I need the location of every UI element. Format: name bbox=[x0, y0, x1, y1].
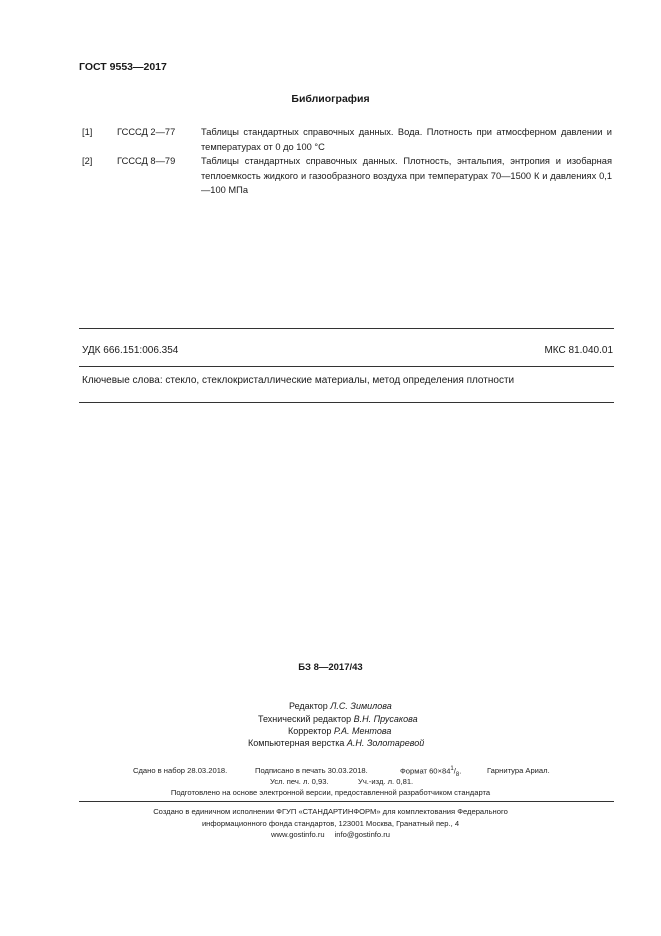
divider-publisher bbox=[79, 801, 614, 802]
publisher-line: информационного фонда стандартов, 123001 Москва, Гранатный пер., 4 bbox=[201, 818, 460, 828]
staff-name: Р.А. Ментова bbox=[333, 726, 392, 736]
bibliography-title: Библиография bbox=[291, 93, 370, 105]
bibliography-item-code: ГСССД 2—77 bbox=[117, 127, 176, 137]
imprint-publ-sheets: Уч.-изд. л. 0,81. bbox=[358, 777, 414, 786]
publisher-line: Создано в единичном исполнении ФГУП «СТАНДАРТИНФОРМ» для комплектования Федерального bbox=[153, 807, 508, 816]
staff-name: Л.С. Зимилова bbox=[330, 701, 392, 711]
keywords: Ключевые слова: стекло, стеклокристаллические материалы, метод определения плотности bbox=[82, 375, 515, 386]
divider-top bbox=[79, 328, 614, 329]
bibliography-item-text: Таблицы стандартных справочных данных. Плотность, энтальпия, энтропия и изобарная теплоемкость жидкого и газообразного воздуха при температурах 70—1500 К и давлениях 0,1—100 МПа bbox=[201, 156, 612, 195]
bz-number: БЗ 8—2017/43 bbox=[298, 662, 363, 673]
staff-layout bbox=[248, 738, 424, 748]
imprint-format: Формат $60\times 84^1/_8$. bbox=[400, 766, 462, 779]
bibliography-item bbox=[82, 154, 612, 199]
imprint-submitted: Сдано в набор 28.03.2018. bbox=[133, 766, 228, 775]
staff-role: Редактор bbox=[289, 701, 328, 711]
staff-name: В.Н. Прусакова bbox=[353, 714, 418, 724]
document-header-code: ГОСТ 9553—2017 bbox=[79, 61, 167, 73]
publisher-contacts bbox=[0, 829, 661, 841]
imprint-prepared: Подготовлено на основе электронной версии, предоставленной разработчиком стандарта bbox=[170, 788, 491, 797]
divider-bottom bbox=[79, 402, 614, 403]
imprint-format-sup: 1 bbox=[450, 766, 454, 772]
imprint-format-sub: 8 bbox=[455, 772, 460, 779]
bibliography-item-number: [2] bbox=[82, 156, 93, 166]
imprint-typeface: Гарнитура Ариал. bbox=[487, 766, 550, 775]
staff-role: Компьютерная верстка bbox=[248, 738, 345, 748]
staff-name: А.Н. Золотаревой bbox=[346, 738, 425, 748]
staff-role: Корректор bbox=[288, 726, 332, 736]
udk-code: УДК 666.151:006.354 bbox=[82, 345, 179, 356]
staff-role: Технический редактор bbox=[258, 714, 352, 724]
publisher-email-link[interactable]: info@gostinfo.ru bbox=[334, 830, 391, 839]
publisher-info bbox=[0, 806, 661, 841]
divider-middle bbox=[79, 366, 614, 367]
bibliography-item-number: [1] bbox=[82, 127, 93, 137]
bibliography-item bbox=[82, 125, 612, 155]
bibliography-item-code: ГСССД 8—79 bbox=[117, 156, 176, 166]
bibliography-item-text: Таблицы стандартных справочных данных. Вода. Плотность при атмосферном давлении и температурах от 0 до 100 °C bbox=[201, 127, 612, 152]
publisher-website-link[interactable]: www.gostinfo.ru bbox=[270, 830, 325, 839]
mks-code: МКС 81.040.01 bbox=[544, 345, 613, 356]
staff-tech-editor bbox=[258, 714, 418, 724]
imprint-format-text: Формат 60×84 bbox=[400, 766, 451, 776]
imprint-signed: Подписано в печать 30.03.2018. bbox=[255, 766, 368, 775]
imprint-print-sheets: Усл. печ. л. 0,93. bbox=[270, 777, 329, 786]
staff-editor bbox=[289, 701, 392, 711]
staff-corrector bbox=[288, 726, 391, 736]
